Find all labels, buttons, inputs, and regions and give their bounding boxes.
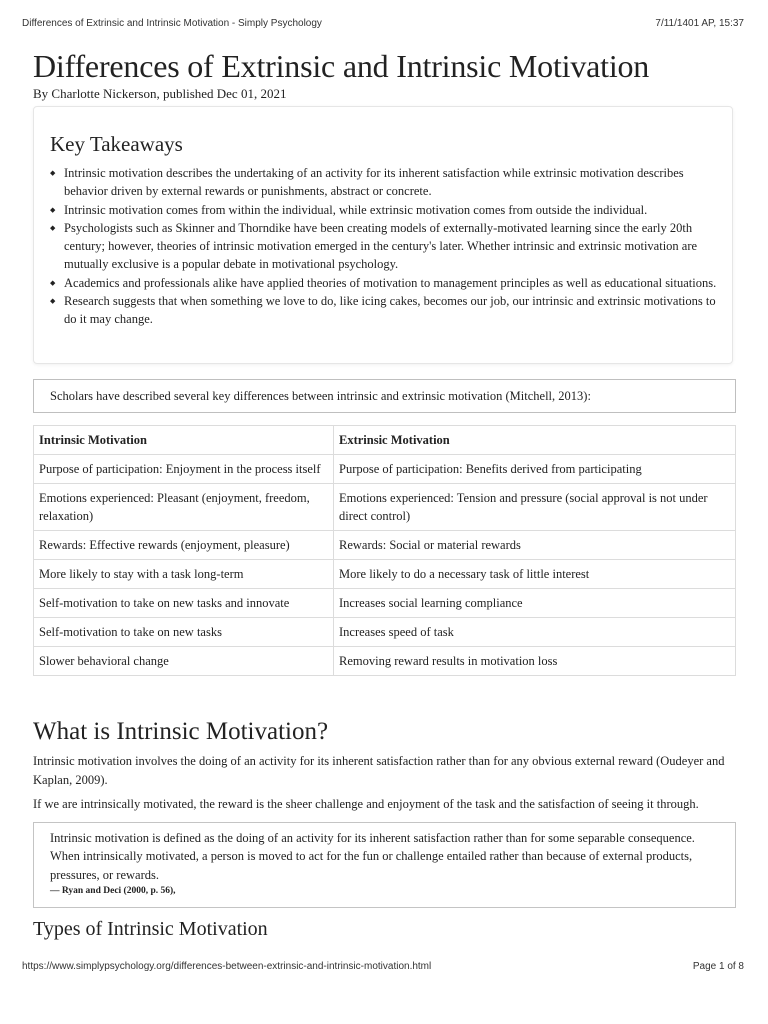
comparison-table (33, 425, 736, 676)
table-row (34, 560, 736, 589)
table-row (34, 618, 736, 647)
table-row (34, 647, 736, 676)
scholars-note: Scholars have described several key differences between intrinsic and extrinsic motivation (Mitchell, 2013): (33, 379, 736, 413)
table-cell: Rewards: Effective rewards (enjoyment, pleasure) (34, 531, 334, 560)
table-cell: More likely to stay with a task long-term (34, 560, 334, 589)
table-cell: Emotions experienced: Tension and pressure (social approval is not under direct control) (334, 484, 736, 531)
page-number: Page 1 of 8 (692, 961, 744, 972)
key-takeaways-list (50, 164, 722, 329)
list-item: ◆ Psychologists such as Skinner and Thorndike have been creating models of externally-motivated learning since the early 20th century; however, theories of intrinsic motivation emerged in the century's later. Whether intrinsic and extrinsic motivation are mutually exclusive is a popular debate in motivational psychology. (50, 219, 722, 274)
table-cell: Rewards: Social or material rewards (334, 531, 736, 560)
table-cell: Emotions experienced: Pleasant (enjoyment, freedom, relaxation) (34, 484, 334, 531)
table-header-row (34, 426, 736, 455)
byline: By Charlotte Nickerson, published Dec 01, 2021 (33, 86, 287, 101)
column-header-extrinsic: Extrinsic Motivation (334, 426, 736, 455)
table-cell: Removing reward results in motivation loss (334, 647, 736, 676)
blockquote (33, 822, 736, 908)
table-cell: More likely to do a necessary task of little interest (334, 560, 736, 589)
key-takeaways-heading: Key Takeaways (50, 132, 183, 156)
print-header-title: Differences of Extrinsic and Intrinsic Motivation - Simply Psychology (22, 18, 322, 29)
list-item: ◆ Intrinsic motivation describes the undertaking of an activity for its inherent satisfaction while extrinsic motivation describes behavior driven by external rewards or punishments, abstract or concrete. (50, 164, 722, 201)
list-item: ◆ Intrinsic motivation comes from within the individual, while extrinsic motivation comes from outside the individual. (50, 201, 722, 219)
table-cell: Self-motivation to take on new tasks and innovate (34, 589, 334, 618)
key-takeaways-box (33, 106, 733, 364)
quote-citation: — Ryan and Deci (2000, p. 56), (50, 885, 176, 896)
print-header-timestamp: 7/11/1401 AP, 15:37 (655, 18, 744, 29)
section-heading: What is Intrinsic Motivation? (33, 718, 329, 745)
list-item: ◆ Research suggests that when something we love to do, like icing cakes, becomes our job, our intrinsic and extrinsic motivations to do it may change. (50, 292, 722, 329)
quote-text: Intrinsic motivation is defined as the doing of an activity for its inherent satisfaction rather than for some separable consequence. When intrinsically motivated, a person is moved to act for the fun or challenge entailed rather than because of external products, pressures, or rewards. (50, 831, 695, 882)
column-header-intrinsic: Intrinsic Motivation (34, 426, 334, 455)
table-cell: Purpose of participation: Benefits derived from participating (334, 455, 736, 484)
print-header (22, 18, 744, 32)
table-cell: Slower behavioral change (34, 647, 334, 676)
table-cell: Purpose of participation: Enjoyment in the process itself (34, 455, 334, 484)
table-row (34, 484, 736, 531)
table-row (34, 531, 736, 560)
print-footer-url: https://www.simplypsychology.org/differences-between-extrinsic-and-intrinsic-motivation.html (22, 961, 432, 972)
print-footer (22, 961, 744, 975)
page-title: Differences of Extrinsic and Intrinsic Motivation (33, 48, 650, 84)
table-cell: Self-motivation to take on new tasks (34, 618, 334, 647)
table-cell: Increases social learning compliance (334, 589, 736, 618)
table-row (34, 455, 736, 484)
subsection-heading: Types of Intrinsic Motivation (33, 918, 268, 940)
paragraph: If we are intrinsically motivated, the reward is the sheer challenge and enjoyment of the task and the satisfaction of seeing it through. (33, 797, 699, 811)
table-cell: Increases speed of task (334, 618, 736, 647)
list-item: ◆ Academics and professionals alike have applied theories of motivation to management principles as well as educational situations. (50, 274, 722, 292)
table-row (34, 589, 736, 618)
paragraph: Intrinsic motivation involves the doing of an activity for its inherent satisfaction rather than for any obvious external reward (Oudeyer and Kaplan, 2009). (33, 754, 725, 787)
